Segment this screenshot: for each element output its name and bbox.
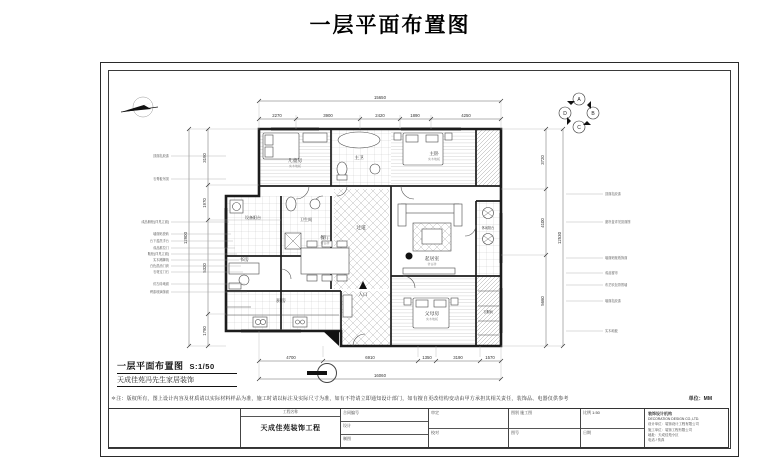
dim-top-4: 4250: [461, 113, 471, 118]
dim-bottom-1: 6910: [365, 355, 375, 360]
dim-left-0: 3190: [202, 153, 207, 163]
scale-value: 1:50: [592, 410, 600, 415]
floor-finishes: [226, 129, 501, 346]
north-arrow-icon: [121, 97, 158, 117]
room-master-bath: 主卫: [354, 156, 364, 161]
dim-left-3: 1790: [202, 326, 207, 336]
tb-design-cell: [341, 409, 429, 447]
dim-right-2: 5660: [540, 296, 545, 306]
room-dining-note: 仿古砖: [320, 241, 330, 245]
title-block: [108, 408, 729, 448]
ann-right-6: 实木地板: [605, 329, 618, 334]
ann-left-2: 成品橱柜(详见立面): [141, 220, 169, 225]
room-kids: 儿童房: [287, 159, 303, 164]
ann-left-7: 实木踢脚线: [153, 258, 169, 263]
room-master-note: 实木地板: [427, 157, 441, 161]
project-name-label: 工程名称: [241, 409, 340, 417]
dim-bottom-3: 3190: [453, 355, 463, 360]
dim-left-2: 5320: [202, 263, 207, 273]
room-kitchen: 厨房: [276, 299, 286, 304]
ann-left-5: 成品推拉门: [153, 246, 169, 251]
dim-bottom-2: 1350: [422, 355, 432, 360]
room-cloak: 衣帽间: [483, 310, 493, 314]
dim-right-0: 3720: [540, 155, 545, 165]
elev-label-b: B: [591, 111, 595, 118]
dim-top-2: 2420: [375, 113, 385, 118]
drawing-sheet: [100, 62, 739, 457]
company-line-3: 施工单位：装饰工程有限公司: [648, 427, 693, 432]
ann-left-6: 鞋柜(详见立面): [147, 252, 169, 257]
approve-label: 审定: [429, 409, 508, 429]
dim-top-total: 15650: [374, 95, 386, 100]
tb-scale-cell: [581, 409, 645, 447]
dim-top-1: 3900: [323, 113, 333, 118]
ann-right-0: 顶面乳胶漆: [605, 192, 621, 197]
number-label: 图号: [511, 429, 519, 435]
ann-right-5: 墙面乳胶漆: [605, 299, 621, 304]
draft-label: 制图: [343, 436, 351, 441]
drawing-subtitle: 天成佳苑冯先生家居装饰: [117, 374, 237, 387]
room-hall: 过道: [356, 226, 366, 231]
scale-label: 比例: [583, 410, 591, 415]
company-line-5: 电话 / 传真: [648, 438, 665, 443]
floor-plan: [101, 63, 738, 403]
room-master-bed: 主卧: [429, 152, 439, 157]
room-service-balcony: 设备阳台: [245, 215, 261, 220]
dim-top-0: 2270: [272, 113, 282, 118]
drawing-title: 一层平面布置图: [117, 361, 184, 371]
room-leisure-balcony: 休闲阳台: [481, 226, 495, 230]
room-study: 书房: [239, 258, 249, 263]
dim-right-total: 12530: [557, 232, 562, 244]
dim-bottom-0: 4700: [286, 355, 296, 360]
ann-left-3: 墙面贴瓷砖: [153, 232, 169, 237]
elevation-index-icon: [559, 93, 599, 133]
entry-label: 入口: [358, 292, 368, 297]
ann-left-8: 白色混油门套: [149, 264, 169, 269]
ann-right-3: 成品窗帘: [605, 271, 618, 276]
tb-empty-cell: [109, 409, 241, 447]
ann-left-11: 烤漆玻璃饰面: [149, 290, 169, 295]
unit-note: 单位：MM: [688, 396, 712, 402]
drawing-scale: S:1/50: [189, 362, 215, 371]
room-dining: 餐厅: [320, 236, 330, 241]
ann-left-0: 顶面乳胶漆: [153, 154, 169, 159]
dim-bottom-4: 1570: [485, 355, 495, 360]
elev-label-c: C: [577, 125, 581, 132]
room-parents: 父母房: [424, 312, 440, 317]
category-value: 施工图: [520, 410, 533, 415]
dim-left-1: 1970: [202, 198, 207, 208]
ann-left-1: 石膏板吊顶: [153, 177, 169, 182]
dim-left-total: 12900: [183, 232, 188, 244]
general-note: ＊注：版权所有，图上设计内容及材质请以实际材料样品为准，施工时请以标注及实际尺寸为准，如有不符请立即通知设计部门，如有擅自更改结构变动由甲方承担其相关责任，装饰品、电器仅供参考: [111, 396, 569, 402]
room-parents-note: 实木地板: [425, 317, 439, 321]
dim-bottom-total: 16060: [374, 373, 386, 378]
ann-left-4: 台下盆洗手台: [149, 239, 169, 244]
elev-label-a: A: [577, 97, 581, 104]
scale-row: [581, 409, 644, 429]
tb-category-cell: [509, 409, 581, 447]
dim-top-3: 1890: [410, 113, 420, 118]
room-living: 起居室: [424, 257, 440, 262]
company-line-0: 装饰设计机构: [648, 411, 672, 416]
dim-right-1: 4100: [540, 218, 545, 228]
elev-label-d: D: [563, 111, 567, 118]
ann-left-9: 石材过门石: [153, 270, 169, 275]
company-line-1: DECORATION DESIGN CO.,LTD.: [648, 417, 700, 422]
ann-right-1: 窗帘盒详见顶面图: [605, 220, 631, 225]
tb-company-cell: [645, 409, 728, 447]
detail-mark-icon: [313, 363, 333, 383]
company-line-2: 设计单位：装饰设计工程有限公司: [648, 422, 699, 427]
design-label: 设计: [341, 422, 428, 435]
room-kids-note: 实木地板: [288, 164, 302, 168]
date-label: 日期: [583, 429, 591, 435]
ann-right-2: 墙面贴壁纸饰面: [605, 256, 628, 261]
contract-label: 合同编号: [341, 409, 428, 422]
drawing-title-block: [117, 359, 237, 387]
tb-project-cell: [241, 409, 341, 447]
page-title: 一层平面布置图: [309, 14, 471, 37]
room-bath2: 卫生间: [300, 217, 312, 222]
category-row: [509, 409, 580, 429]
company-line-4: 地址：天成佳苑小区: [648, 432, 679, 437]
ann-left-10: 仿古砖地面: [153, 282, 169, 287]
category-label: 图别: [511, 410, 519, 415]
check-label: 校对: [431, 429, 439, 435]
room-living-note: 仿古砖: [427, 262, 437, 266]
project-name: 天成佳苑装饰工程: [260, 425, 321, 432]
ann-right-4: 布艺软包背景墙: [605, 283, 628, 288]
right-annotations: [566, 191, 631, 333]
tb-approve-cell: [429, 409, 509, 447]
